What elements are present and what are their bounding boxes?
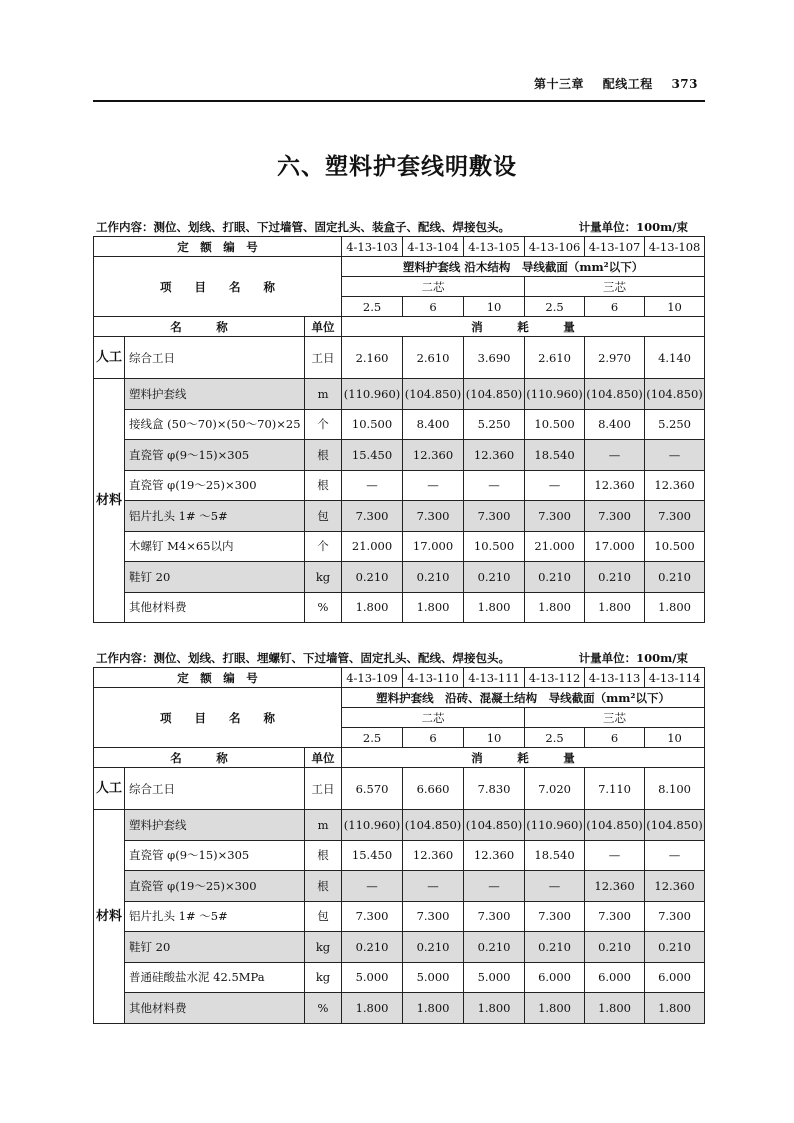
labor-value: 3.690	[464, 337, 525, 379]
material-value: 1.800	[645, 993, 705, 1024]
material-row	[94, 562, 705, 593]
material-value: 0.210	[464, 562, 525, 593]
quota-code-row	[94, 237, 705, 257]
labor-value: 8.100	[645, 768, 705, 810]
category-material: 材料	[94, 379, 125, 623]
material-value: 7.300	[525, 501, 585, 532]
material-row	[94, 840, 705, 871]
material-row	[94, 470, 705, 501]
material-value: 1.800	[525, 592, 585, 623]
material-value: 7.300	[525, 901, 585, 932]
material-value: 10.500	[525, 409, 585, 440]
material-name: 直瓷管 φ(9～15)×305	[125, 840, 305, 871]
material-row	[94, 379, 705, 410]
material-value: 1.800	[342, 592, 403, 623]
material-value: (104.850)	[585, 810, 645, 841]
material-value: 0.210	[525, 932, 585, 963]
material-unit: 根	[305, 440, 342, 471]
material-value: —	[403, 871, 464, 902]
consumption-header: 消 耗 量	[342, 317, 705, 337]
work-content: 工作内容：测位、划线、打眼、下过墙管、固定扎头、装盒子、配线、焊接包头。	[96, 220, 510, 234]
material-value: —	[525, 871, 585, 902]
material-value: 5.000	[403, 962, 464, 993]
labor-value: 7.020	[525, 768, 585, 810]
material-value: 1.800	[403, 993, 464, 1024]
item-name-label: 项 目 名 称	[94, 688, 342, 748]
page-header	[520, 75, 698, 92]
labor-value: 4.140	[645, 337, 705, 379]
category-labor: 人工	[94, 337, 125, 379]
section-size: 10	[645, 728, 705, 748]
section-size: 2.5	[525, 728, 585, 748]
material-value: 18.540	[525, 840, 585, 871]
labor-row	[94, 337, 705, 379]
category-labor: 人工	[94, 768, 125, 810]
material-value: 12.360	[403, 440, 464, 471]
material-unit: kg	[305, 962, 342, 993]
chapter-label: 第十三章	[534, 77, 585, 91]
material-row	[94, 993, 705, 1024]
labor-value: 6.660	[403, 768, 464, 810]
material-unit: %	[305, 592, 342, 623]
section-size: 2.5	[342, 728, 403, 748]
material-value: 7.300	[403, 501, 464, 532]
material-row	[94, 531, 705, 562]
quota-code: 4-13-107	[585, 237, 645, 257]
page-number: 373	[671, 77, 698, 91]
material-row	[94, 901, 705, 932]
material-unit: 个	[305, 409, 342, 440]
quota-code: 4-13-109	[342, 668, 403, 688]
material-value: 7.300	[645, 901, 705, 932]
quota-code: 4-13-106	[525, 237, 585, 257]
labor-value: 2.610	[525, 337, 585, 379]
material-value: 7.300	[585, 901, 645, 932]
material-value: —	[342, 470, 403, 501]
material-value: 7.300	[342, 501, 403, 532]
material-unit: 根	[305, 470, 342, 501]
labor-value: 2.160	[342, 337, 403, 379]
material-value: 12.360	[403, 840, 464, 871]
material-value: 12.360	[585, 871, 645, 902]
labor-row	[94, 768, 705, 810]
material-value: —	[585, 840, 645, 871]
material-unit: 包	[305, 901, 342, 932]
name-header: 名 称	[94, 748, 305, 768]
material-value: 1.800	[525, 993, 585, 1024]
material-value: —	[464, 470, 525, 501]
material-unit: 个	[305, 531, 342, 562]
material-unit: m	[305, 810, 342, 841]
header-rule	[93, 100, 705, 102]
material-value: 12.360	[464, 840, 525, 871]
section-size: 6	[585, 297, 645, 317]
material-value: (104.850)	[464, 810, 525, 841]
labor-value: 6.570	[342, 768, 403, 810]
material-row	[94, 871, 705, 902]
material-value: 8.400	[585, 409, 645, 440]
work-content-line-2	[96, 650, 702, 666]
material-value: 7.300	[464, 501, 525, 532]
material-unit: 根	[305, 840, 342, 871]
material-value: 17.000	[403, 531, 464, 562]
material-unit: 根	[305, 871, 342, 902]
measure-unit: 计量单位：100m/束	[578, 651, 688, 665]
material-value: 6.000	[525, 962, 585, 993]
material-name: 接线盒 (50～70)×(50～70)×25	[125, 409, 305, 440]
material-value: 0.210	[585, 932, 645, 963]
material-unit: kg	[305, 562, 342, 593]
measure-unit: 计量单位：100m/束	[578, 220, 688, 234]
material-value: (104.850)	[403, 810, 464, 841]
quota-code-row	[94, 668, 705, 688]
material-name: 直瓷管 φ(9～15)×305	[125, 440, 305, 471]
material-value: (110.960)	[342, 810, 403, 841]
core-group: 三芯	[525, 277, 705, 297]
material-value: 8.400	[403, 409, 464, 440]
item-title-row	[94, 688, 705, 708]
material-value: —	[342, 871, 403, 902]
section-size: 10	[464, 728, 525, 748]
material-name: 其他材料费	[125, 592, 305, 623]
material-value: 12.360	[585, 470, 645, 501]
material-value: 21.000	[342, 531, 403, 562]
material-value: 7.300	[403, 901, 464, 932]
unit-header: 单位	[305, 748, 342, 768]
material-value: 0.210	[342, 932, 403, 963]
material-name: 铝片扎头 1# ～5#	[125, 901, 305, 932]
quota-code: 4-13-114	[645, 668, 705, 688]
material-value: 0.210	[525, 562, 585, 593]
material-name: 塑料护套线	[125, 810, 305, 841]
material-value: 18.540	[525, 440, 585, 471]
section-size: 6	[585, 728, 645, 748]
material-row	[94, 810, 705, 841]
material-row	[94, 409, 705, 440]
material-value: 15.450	[342, 840, 403, 871]
labor-name: 综合工日	[125, 768, 305, 810]
quota-code: 4-13-103	[342, 237, 403, 257]
material-row	[94, 932, 705, 963]
material-value: —	[645, 840, 705, 871]
labor-unit: 工日	[305, 768, 342, 810]
unit-header: 单位	[305, 317, 342, 337]
material-name: 木螺钉 M4×65以内	[125, 531, 305, 562]
material-value: 1.800	[342, 993, 403, 1024]
consumption-header-row	[94, 317, 705, 337]
material-value: (110.960)	[525, 810, 585, 841]
material-value: (104.850)	[645, 810, 705, 841]
material-name: 直瓷管 φ(19～25)×300	[125, 871, 305, 902]
material-value: 0.210	[585, 562, 645, 593]
material-value: 10.500	[464, 531, 525, 562]
page-title: 六、塑料护套线明敷设	[277, 153, 517, 180]
material-value: 21.000	[525, 531, 585, 562]
material-value: 1.800	[645, 592, 705, 623]
material-value: 0.210	[645, 562, 705, 593]
material-row	[94, 501, 705, 532]
quota-code: 4-13-108	[645, 237, 705, 257]
item-name-label: 项 目 名 称	[94, 257, 342, 317]
material-unit: m	[305, 379, 342, 410]
material-unit: kg	[305, 932, 342, 963]
labor-value: 2.610	[403, 337, 464, 379]
section-size: 6	[403, 728, 464, 748]
material-name: 直瓷管 φ(19～25)×300	[125, 470, 305, 501]
material-value: 6.000	[645, 962, 705, 993]
material-value: 10.500	[342, 409, 403, 440]
material-value: —	[525, 470, 585, 501]
material-row	[94, 592, 705, 623]
labor-value: 7.830	[464, 768, 525, 810]
labor-value: 7.110	[585, 768, 645, 810]
consumption-header-row	[94, 748, 705, 768]
material-value: 5.250	[464, 409, 525, 440]
section-size: 2.5	[342, 297, 403, 317]
material-value: 7.300	[464, 901, 525, 932]
material-value: 7.300	[585, 501, 645, 532]
material-value: 0.210	[403, 932, 464, 963]
material-value: —	[645, 440, 705, 471]
quota-table-2	[93, 667, 705, 1024]
core-group: 二芯	[342, 708, 525, 728]
material-name: 其他材料费	[125, 993, 305, 1024]
item-title-row	[94, 257, 705, 277]
quota-label: 定 额 编 号	[94, 668, 342, 688]
material-name: 鞋钉 20	[125, 932, 305, 963]
material-unit: 包	[305, 501, 342, 532]
core-group: 二芯	[342, 277, 525, 297]
material-value: 0.210	[403, 562, 464, 593]
material-value: 5.250	[645, 409, 705, 440]
quota-table-1	[93, 236, 705, 623]
material-name: 鞋钉 20	[125, 562, 305, 593]
category-material: 材料	[94, 810, 125, 1024]
material-value: —	[585, 440, 645, 471]
material-value: 0.210	[342, 562, 403, 593]
section-size: 6	[403, 297, 464, 317]
material-value: 5.000	[464, 962, 525, 993]
material-value: 5.000	[342, 962, 403, 993]
material-row	[94, 962, 705, 993]
item-title: 塑料护套线 沿木结构 导线截面（mm²以下）	[342, 257, 705, 277]
material-name: 塑料护套线	[125, 379, 305, 410]
labor-value: 2.970	[585, 337, 645, 379]
material-unit: %	[305, 993, 342, 1024]
material-value: —	[464, 871, 525, 902]
material-value: 10.500	[645, 531, 705, 562]
material-value: 15.450	[342, 440, 403, 471]
material-value: 12.360	[464, 440, 525, 471]
labor-name: 综合工日	[125, 337, 305, 379]
quota-code: 4-13-113	[585, 668, 645, 688]
section-size: 10	[464, 297, 525, 317]
material-value: 17.000	[585, 531, 645, 562]
material-value: (110.960)	[342, 379, 403, 410]
material-value: 12.360	[645, 470, 705, 501]
material-value: —	[403, 470, 464, 501]
material-value: 6.000	[585, 962, 645, 993]
material-value: 12.360	[645, 871, 705, 902]
section-size: 10	[645, 297, 705, 317]
material-value: 1.800	[464, 993, 525, 1024]
material-value: 7.300	[342, 901, 403, 932]
material-name: 铝片扎头 1# ～5#	[125, 501, 305, 532]
material-value: 1.800	[585, 592, 645, 623]
section-size: 2.5	[525, 297, 585, 317]
quota-code: 4-13-111	[464, 668, 525, 688]
material-value: 0.210	[464, 932, 525, 963]
material-value: (104.850)	[585, 379, 645, 410]
material-value: 0.210	[645, 932, 705, 963]
material-value: 1.800	[464, 592, 525, 623]
material-value: 1.800	[585, 993, 645, 1024]
material-value: 7.300	[645, 501, 705, 532]
quota-code: 4-13-110	[403, 668, 464, 688]
core-group: 三芯	[525, 708, 705, 728]
material-value: (104.850)	[645, 379, 705, 410]
section-label: 配线工程	[602, 77, 653, 91]
material-value: 1.800	[403, 592, 464, 623]
work-content-line-1	[96, 219, 702, 235]
labor-unit: 工日	[305, 337, 342, 379]
material-row	[94, 440, 705, 471]
quota-label: 定 额 编 号	[94, 237, 342, 257]
work-content: 工作内容：测位、划线、打眼、埋螺钉、下过墙管、固定扎头、配线、焊接包头。	[96, 651, 510, 665]
quota-code: 4-13-104	[403, 237, 464, 257]
item-title: 塑料护套线 沿砖、混凝土结构 导线截面（mm²以下）	[342, 688, 705, 708]
material-name: 普通硅酸盐水泥 42.5MPa	[125, 962, 305, 993]
name-header: 名 称	[94, 317, 305, 337]
quota-code: 4-13-112	[525, 668, 585, 688]
material-value: (110.960)	[525, 379, 585, 410]
material-value: (104.850)	[464, 379, 525, 410]
consumption-header: 消 耗 量	[342, 748, 705, 768]
quota-code: 4-13-105	[464, 237, 525, 257]
material-value: (104.850)	[403, 379, 464, 410]
